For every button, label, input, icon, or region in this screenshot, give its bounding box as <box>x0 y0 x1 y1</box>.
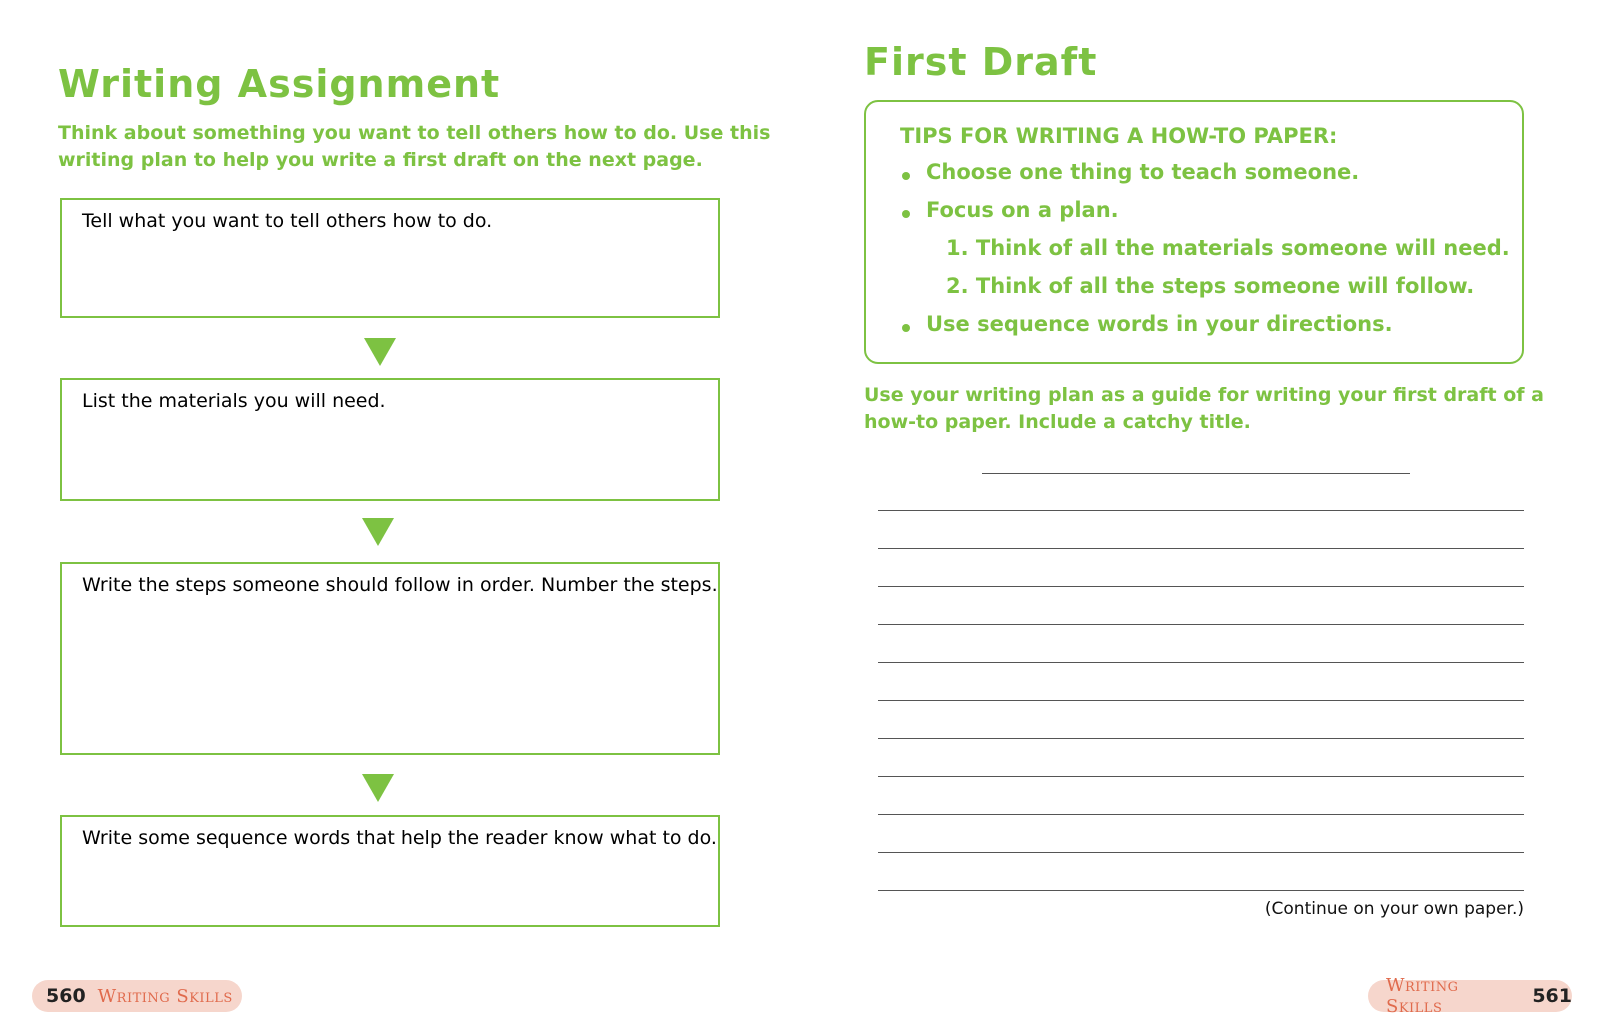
plan-box-prompt: Write the steps someone should follow in order. Number the steps. <box>82 574 718 596</box>
page-title-writing-assignment: Writing Assignment <box>58 62 501 106</box>
tips-box <box>864 100 1524 364</box>
writing-line[interactable] <box>878 700 1524 701</box>
down-arrow-icon <box>362 774 394 802</box>
plan-box-steps[interactable] <box>60 562 720 755</box>
tip-bullet-1: Choose one thing to teach someone. <box>926 160 1360 184</box>
page-title-first-draft: First Draft <box>864 40 1098 84</box>
plan-box-prompt: List the materials you will need. <box>82 390 386 412</box>
down-arrow-icon <box>362 518 394 546</box>
plan-box-materials[interactable] <box>60 378 720 501</box>
writing-line[interactable] <box>878 814 1524 815</box>
tip-bullet-3: Use sequence words in your directions. <box>926 312 1393 336</box>
writing-line[interactable] <box>878 662 1524 663</box>
writing-line[interactable] <box>878 738 1524 739</box>
bullet-icon <box>902 324 910 332</box>
writing-line[interactable] <box>878 776 1524 777</box>
plan-box-topic[interactable] <box>60 198 720 318</box>
intro-text-line-1: Think about something you want to tell others how to do. Use this <box>58 122 771 144</box>
footer-right <box>1368 975 1572 1017</box>
instruction-line-1: Use your writing plan as a guide for writing your first draft of a <box>864 384 1544 406</box>
writing-line[interactable] <box>878 890 1524 891</box>
down-arrow-icon <box>364 338 396 366</box>
writing-line[interactable] <box>878 586 1524 587</box>
section-name: Writing Skills <box>1386 975 1459 1017</box>
bullet-icon <box>902 210 910 218</box>
page-number: 561 <box>1532 985 1572 1007</box>
continue-note: (Continue on your own paper.) <box>1264 899 1524 919</box>
instruction-line-2: how-to paper. Include a catchy title. <box>864 411 1251 433</box>
footer-left <box>32 980 242 1012</box>
bullet-icon <box>902 172 910 180</box>
plan-box-sequence-words[interactable] <box>60 815 720 927</box>
tip-sub-2: 2. Think of all the steps someone will follow. <box>946 274 1475 298</box>
tip-bullet-2: Focus on a plan. <box>926 198 1119 222</box>
tips-title: TIPS FOR WRITING A HOW-TO PAPER: <box>900 124 1338 148</box>
tip-sub-1: 1. Think of all the materials someone will need. <box>946 236 1510 260</box>
writing-line[interactable] <box>878 624 1524 625</box>
plan-box-prompt: Tell what you want to tell others how to do. <box>82 210 493 232</box>
section-name: Writing Skills <box>97 985 233 1007</box>
writing-line[interactable] <box>878 510 1524 511</box>
page-number: 560 <box>46 985 86 1007</box>
writing-line[interactable] <box>878 548 1524 549</box>
intro-text-line-2: writing plan to help you write a first draft on the next page. <box>58 149 703 171</box>
title-writing-line[interactable] <box>982 473 1410 474</box>
writing-line[interactable] <box>878 852 1524 853</box>
plan-box-prompt: Write some sequence words that help the reader know what to do. <box>82 827 717 849</box>
